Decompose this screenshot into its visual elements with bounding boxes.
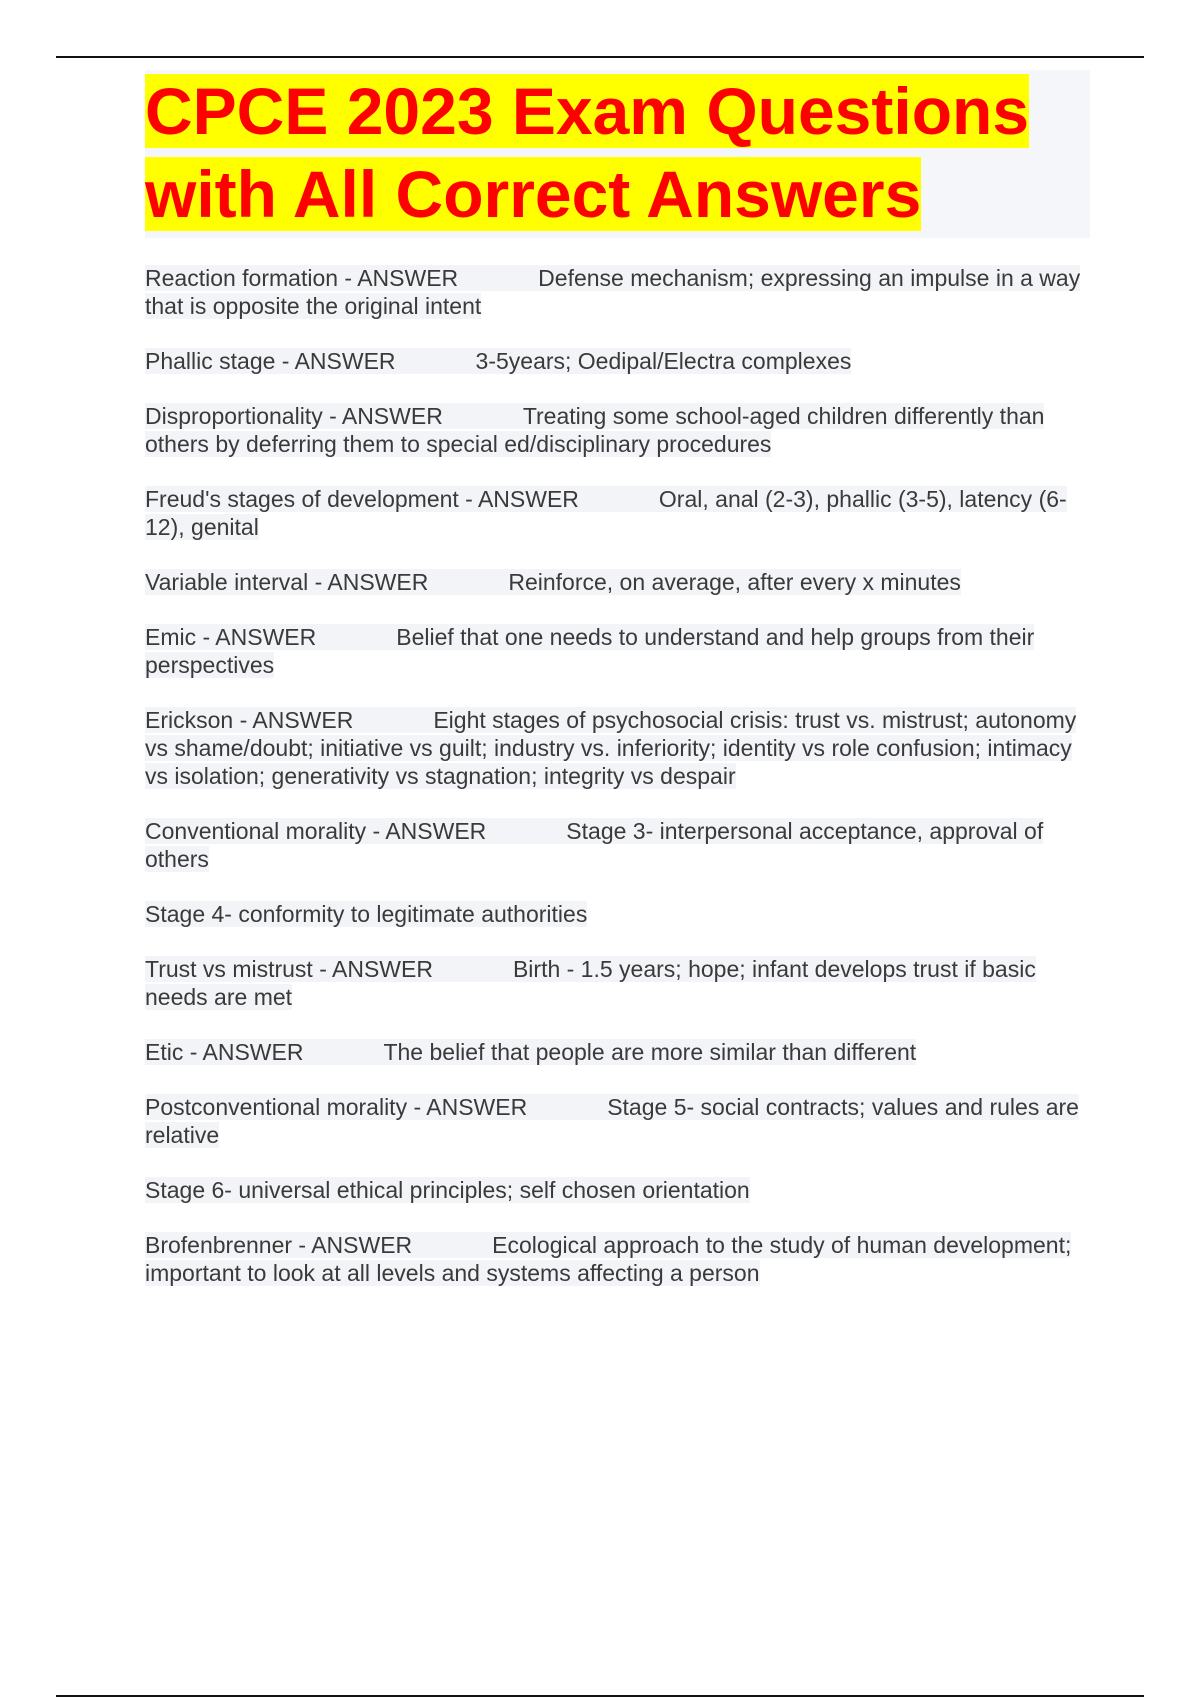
qa-entry-text: [145, 624, 1034, 678]
qa-term: Postconventional morality - ANSWER: [145, 1094, 528, 1120]
qa-entry: [145, 485, 1090, 541]
qa-definition: Stage 4- conformity to legitimate authorities: [145, 901, 588, 927]
qa-definition: Ecological approach to the study of human development; important to look at all levels and systems affecting a person: [145, 1232, 1072, 1286]
qa-entry: [145, 347, 1090, 375]
qa-entry-text: [145, 348, 851, 374]
document-title: [145, 70, 1090, 236]
qa-entry: [145, 402, 1090, 458]
top-rule: [56, 56, 1144, 58]
qa-entry-text: [145, 818, 1043, 872]
qa-entry: [145, 1038, 1090, 1066]
qa-definition: Stage 5- social contracts; values and rules are relative: [145, 1094, 1079, 1148]
qa-term: Reaction formation - ANSWER: [145, 265, 459, 291]
qa-definition: 3-5years; Oedipal/Electra complexes: [475, 348, 852, 374]
qa-entry: [145, 568, 1090, 596]
qa-entry: [145, 706, 1090, 790]
document-body: [145, 70, 1090, 1314]
qa-definition: The belief that people are more similar than different: [383, 1039, 917, 1065]
qa-entry-text: [145, 1094, 1079, 1148]
qa-definition: Stage 3- interpersonal acceptance, approval of others: [145, 818, 1044, 872]
qa-term: Brofenbrenner - ANSWER: [145, 1232, 413, 1258]
qa-entry: [145, 623, 1090, 679]
qa-definition: Defense mechanism; expressing an impulse in a way that is opposite the original intent: [145, 265, 1081, 319]
qa-entry-text: [145, 1177, 750, 1203]
qa-entry: [145, 1176, 1090, 1204]
qa-definition: Stage 6- universal ethical principles; self chosen orientation: [145, 1177, 750, 1203]
qa-entry-text: [145, 265, 1080, 319]
bottom-rule: [56, 1695, 1144, 1697]
qa-term: Etic - ANSWER: [145, 1039, 304, 1065]
qa-entry-text: [145, 486, 1067, 540]
qa-definition: Reinforce, on average, after every x minutes: [508, 569, 961, 595]
qa-entry: [145, 264, 1090, 320]
qa-definition: Oral, anal (2-3), phallic (3-5), latency (6-12), genital: [145, 486, 1067, 540]
qa-definition: Belief that one needs to understand and help groups from their perspectives: [145, 624, 1035, 678]
qa-entry-text: [145, 956, 1036, 1010]
qa-entry: [145, 1231, 1090, 1287]
qa-term: Emic - ANSWER: [145, 624, 317, 650]
qa-definition: Eight stages of psychosocial crisis: trust vs. mistrust; autonomy vs shame/doubt; initiative vs guilt; industry vs. inferiority; identity vs role confusion; intimacy vs isolation; generativity vs stagnation; integrity vs despair: [145, 707, 1077, 789]
qa-entry: [145, 955, 1090, 1011]
qa-entry: [145, 900, 1090, 928]
qa-entry: [145, 817, 1090, 873]
title-block: [145, 70, 1090, 238]
qa-entry: [145, 1093, 1090, 1149]
qa-entry-text: [145, 707, 1076, 789]
qa-definition: Birth - 1.5 years; hope; infant develops trust if basic needs are met: [145, 956, 1036, 1010]
qa-term: Phallic stage - ANSWER: [145, 348, 396, 374]
qa-term: Trust vs mistrust - ANSWER: [145, 956, 433, 982]
qa-entry-text: [145, 901, 587, 927]
qa-term: Conventional morality - ANSWER: [145, 818, 487, 844]
qa-term: Erickson - ANSWER: [145, 707, 354, 733]
qa-entry-text: [145, 1232, 1071, 1286]
qa-term: Freud's stages of development - ANSWER: [145, 486, 579, 512]
qa-entry-text: [145, 569, 961, 595]
qa-definition: Treating some school-aged children differently than others by deferring them to special ed/disciplinary procedures: [145, 403, 1045, 457]
qa-entry-text: [145, 403, 1044, 457]
qa-term: Variable interval - ANSWER: [145, 569, 429, 595]
qa-entry-text: [145, 1039, 916, 1065]
qa-term: Disproportionality - ANSWER: [145, 403, 443, 429]
qa-list: [145, 264, 1090, 1287]
document-title-text: CPCE 2023 Exam Questions with All Correct Answers: [145, 74, 1030, 231]
